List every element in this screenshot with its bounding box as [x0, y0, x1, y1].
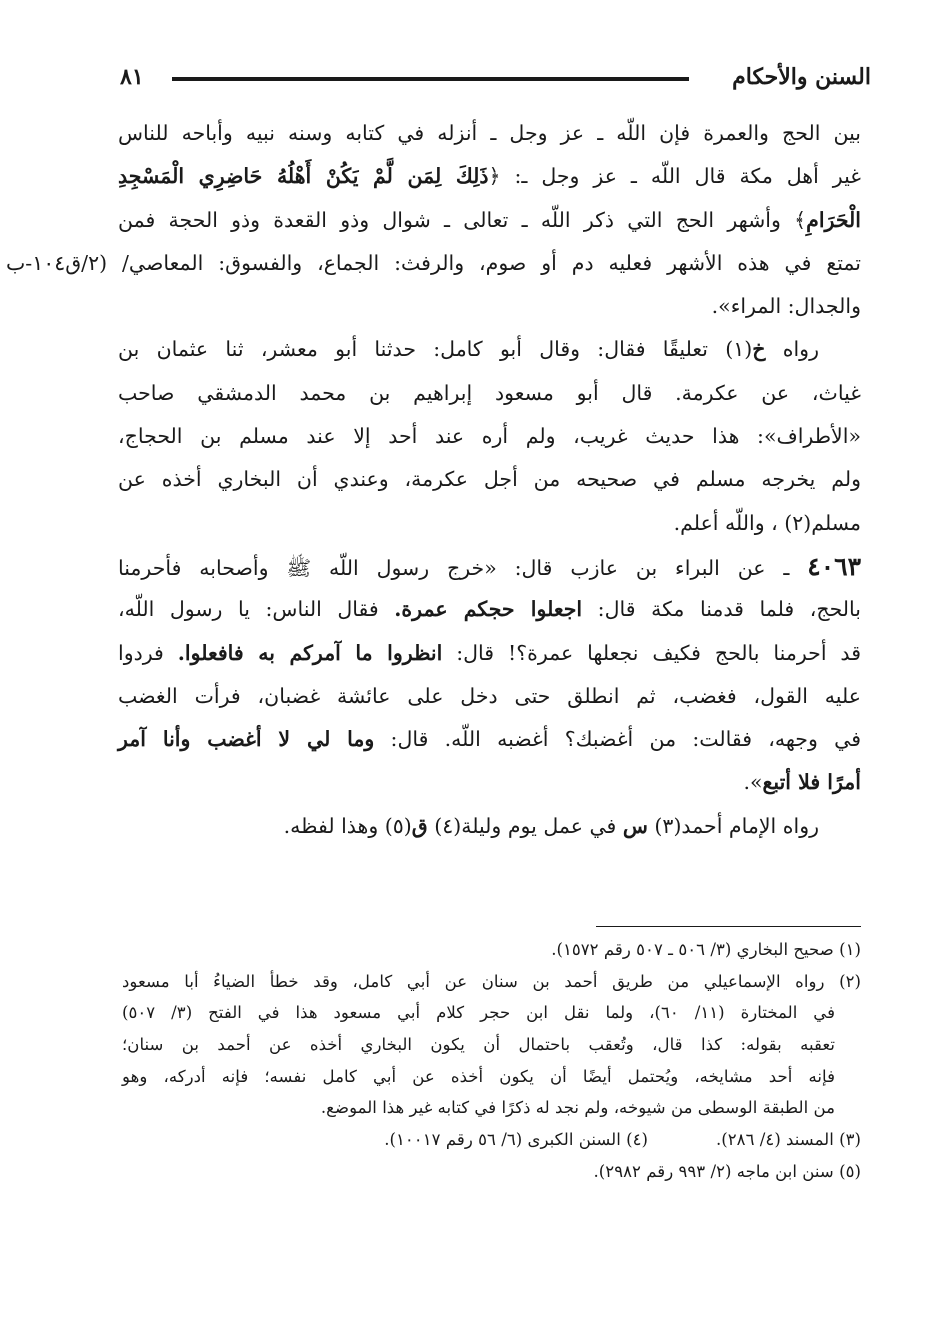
source-siglum: خ [752, 337, 766, 362]
footnote-1: (١) صحيح البخاري (٣/ ٥٠٦ ـ ٥٠٧ رقم ١٥٧٢). [551, 940, 861, 959]
text-line: مسلم(٢) ، واللّه أعلم. [673, 510, 861, 535]
text-line: والجدال: المراء». [711, 294, 861, 319]
running-header [120, 58, 871, 98]
footnote-5: (٥) سنن ابن ماجه (٢/ ٩٩٣ رقم ٢٩٨٢). [593, 1161, 861, 1181]
text-line: قد أحرمنا بالحج فكيف نجعلها عمرة؟! قال: انظروا ما آمركم به فافعلوا. فردوا [118, 640, 861, 665]
prophetic-speech: انظروا ما آمركم به فافعلوا. [177, 640, 443, 665]
prophetic-speech: أمرًا فلا أتبع [762, 770, 861, 795]
hadith-number: ٤٠٦٣ [807, 551, 861, 581]
text-line: في وجهه، فقالت: من أغضبك؟ أغضبه اللّه. قال: وما لي لا أغضب وأنا آمر [118, 727, 862, 752]
text-line: رواه خ(١) تعليقًا فقال: وقال أبو كامل: حدثنا أبو معشر، ثنا عثمان بن [118, 337, 819, 362]
text-line: غير أهل مكة قال اللّه ـ عز وجل ـ: ﴿ذَلِكَ لِمَن لَّمْ يَكُنْ أَهْلُهُ حَاضِرِي الْمَسْجِدِ [118, 164, 861, 189]
footnote-2-line: في المختارة (١١/ ٦٠)، ولما نقل ابن حجر كلام أبي مسعود هذا في الفتح (٣/ ٥٠٧) [122, 1003, 836, 1023]
prophetic-speech: وما لي لا أغضب وأنا آمر [118, 727, 375, 752]
hadith-start-line: ٤٠٦٣ ـ عن البراء بن عازب قال: «خرج رسول اللّه ﷺ وأصحابه فأحرمنا [118, 551, 861, 581]
text-line: أمرًا فلا أتبع». [743, 770, 861, 795]
running-title: السنن والأحكام [732, 64, 871, 90]
footnote-2-line: تعقبه بقوله: كذا قال، وتُعقب باحتمال أن يكون البخاري أخذه عن أحمد بن سنان؛ [122, 1035, 835, 1055]
text-line: رواه الإمام أحمد(٣) س في عمل يوم وليلة(٤) ق(٥) وهذا لفظه. [283, 813, 819, 838]
text-line: بين الحج والعمرة فإن اللّه ـ عز وجل ـ أنزله في كتابه وسنه نبيه وأباحه للناس [118, 121, 861, 145]
footnote-2-line: من الطبقة الوسطى من شيوخه، ولم نجد له ذكرًا في كتابه غير هذا الموضع. [320, 1098, 835, 1118]
text-line: تمتع في هذه الأشهر فعليه دم أو صوم، والرفث: الجماع، والفسوق: المعاصي/ (٢/ق١٠٤-ب [6, 250, 861, 275]
footnote-separator [596, 926, 861, 927]
text-line: غياث، عن عكرمة. قال أبو مسعود إبراهيم بن محمد الدمشقي صاحب [118, 380, 861, 405]
footnote-3: (٣) المسند (٤/ ٢٨٦). [716, 1130, 861, 1150]
source-siglum: ق [411, 813, 428, 838]
page-number: ٨١ [120, 64, 144, 90]
text-line: الْحَرَامِ﴾ وأشهر الحج التي ذكر اللّه ـ تعالى ـ شوال وذو القعدة وذو الحجة فمن [118, 207, 861, 232]
prophetic-speech: اجعلوا حجكم عمرة. [394, 597, 583, 622]
footnotes [122, 934, 861, 1188]
footnote-2-line: فإنه أحد مشايخه، ويُحتمل أيضًا أن يكون أخذه عن أبي كامل نفسه؛ فإنه أدركه، وهو [122, 1066, 835, 1086]
footnote-2: (٢) رواه الإسماعيلي من طريق أحمد بن سنان عن أبي كامل، وقد خطأ الضياءُ أبا مسعود [122, 971, 861, 991]
text-line: ولم يخرجه مسلم في صحيحه من أجل عكرمة، وعندي أن البخاري أخذه عن [118, 467, 861, 492]
text-line: «الأطراف»: هذا حديث غريب، ولم أره عند أحد إلا عند مسلم بن الحجاج، [118, 424, 861, 449]
footnote-4: (٤) السنن الكبرى (٦/ ٥٦ رقم ١٠٠١٧). [384, 1130, 649, 1150]
source-siglum: س [622, 813, 648, 838]
quran-verse-end: الْحَرَامِ [806, 207, 861, 232]
main-text [6, 112, 862, 848]
quran-verse: ذَلِكَ لِمَن لَّمْ يَكُنْ أَهْلُهُ حَاضِرِي الْمَسْجِدِ [118, 164, 489, 189]
footnote-3-4-row [122, 1124, 861, 1156]
header-rule [172, 77, 689, 81]
text-line: عليه القول، فغضب، ثم انطلق حتى دخل على عائشة غضبان، فرأت الغضب [118, 683, 861, 708]
text-line: بالحج، فلما قدمنا مكة قال: اجعلوا حجكم عمرة. فقال الناس: يا رسول اللّه، [118, 597, 862, 622]
